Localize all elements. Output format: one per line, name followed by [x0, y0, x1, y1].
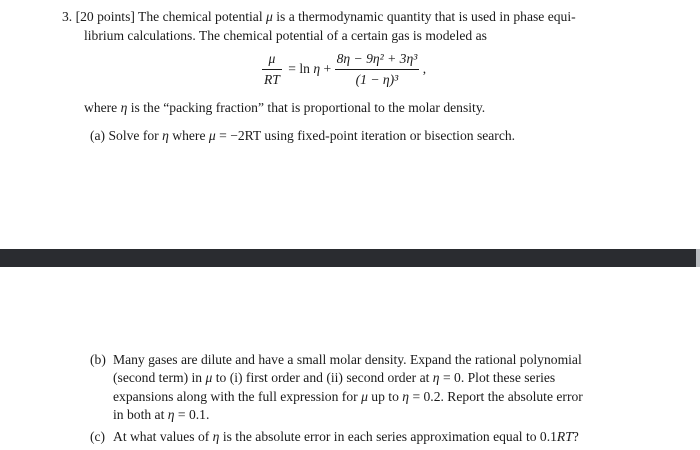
lhs-fraction: $\frac{\mu}{RT}$ — [264, 51, 280, 88]
part-b — [113, 351, 615, 424]
problem-number: 3. — [62, 9, 73, 24]
part-b-line3: expansions along with the full expression for μ up to η = 0.2. Report the absolute error — [113, 388, 583, 404]
separator-band-edge — [696, 249, 700, 267]
part-b-line2: (second term) in μ to (i) first order and (ii) second order at η = 0. Plot these series — [113, 370, 556, 386]
part-c-label: (c) — [90, 429, 106, 444]
part-a: (a) Solve for η where μ = −2RT using fixed-point iteration or bisection search. — [90, 128, 516, 143]
problem-points: [20 points] — [75, 9, 135, 24]
part-c: At what values of η is the absolute error in each series approximation equal to 0.1RT? — [113, 429, 579, 444]
part-b-line4: in both at η = 0.1. — [113, 407, 210, 423]
separator-band — [0, 249, 700, 267]
where-line: where η is the “packing fraction” that is proportional to the molar density. — [84, 100, 486, 115]
problem-statement-line2: librium calculations. The chemical potential of a certain gas is modeled as — [84, 28, 487, 43]
part-b-line1: Many gases are dilute and have a small molar density. Expand the rational polynomial — [113, 352, 582, 367]
chemical-potential-equation: $\frac{\mu}{RT}$ = ln η + $\frac{\text{8η − 9η² + 3η³}}{\text{(1 − η)³}}$ , — [262, 50, 426, 90]
problem-statement: 3. [20 points] The chemical potential μ is a thermodynamic quantity that is used in phase equi- — [62, 9, 576, 24]
part-a-label: (a) — [90, 128, 106, 143]
part-b-label: (b) — [90, 352, 106, 367]
rhs-fraction: $\frac{\text{8η − 9η² + 3η³}}{\text{(1 − η)³}}$ — [336, 51, 418, 88]
